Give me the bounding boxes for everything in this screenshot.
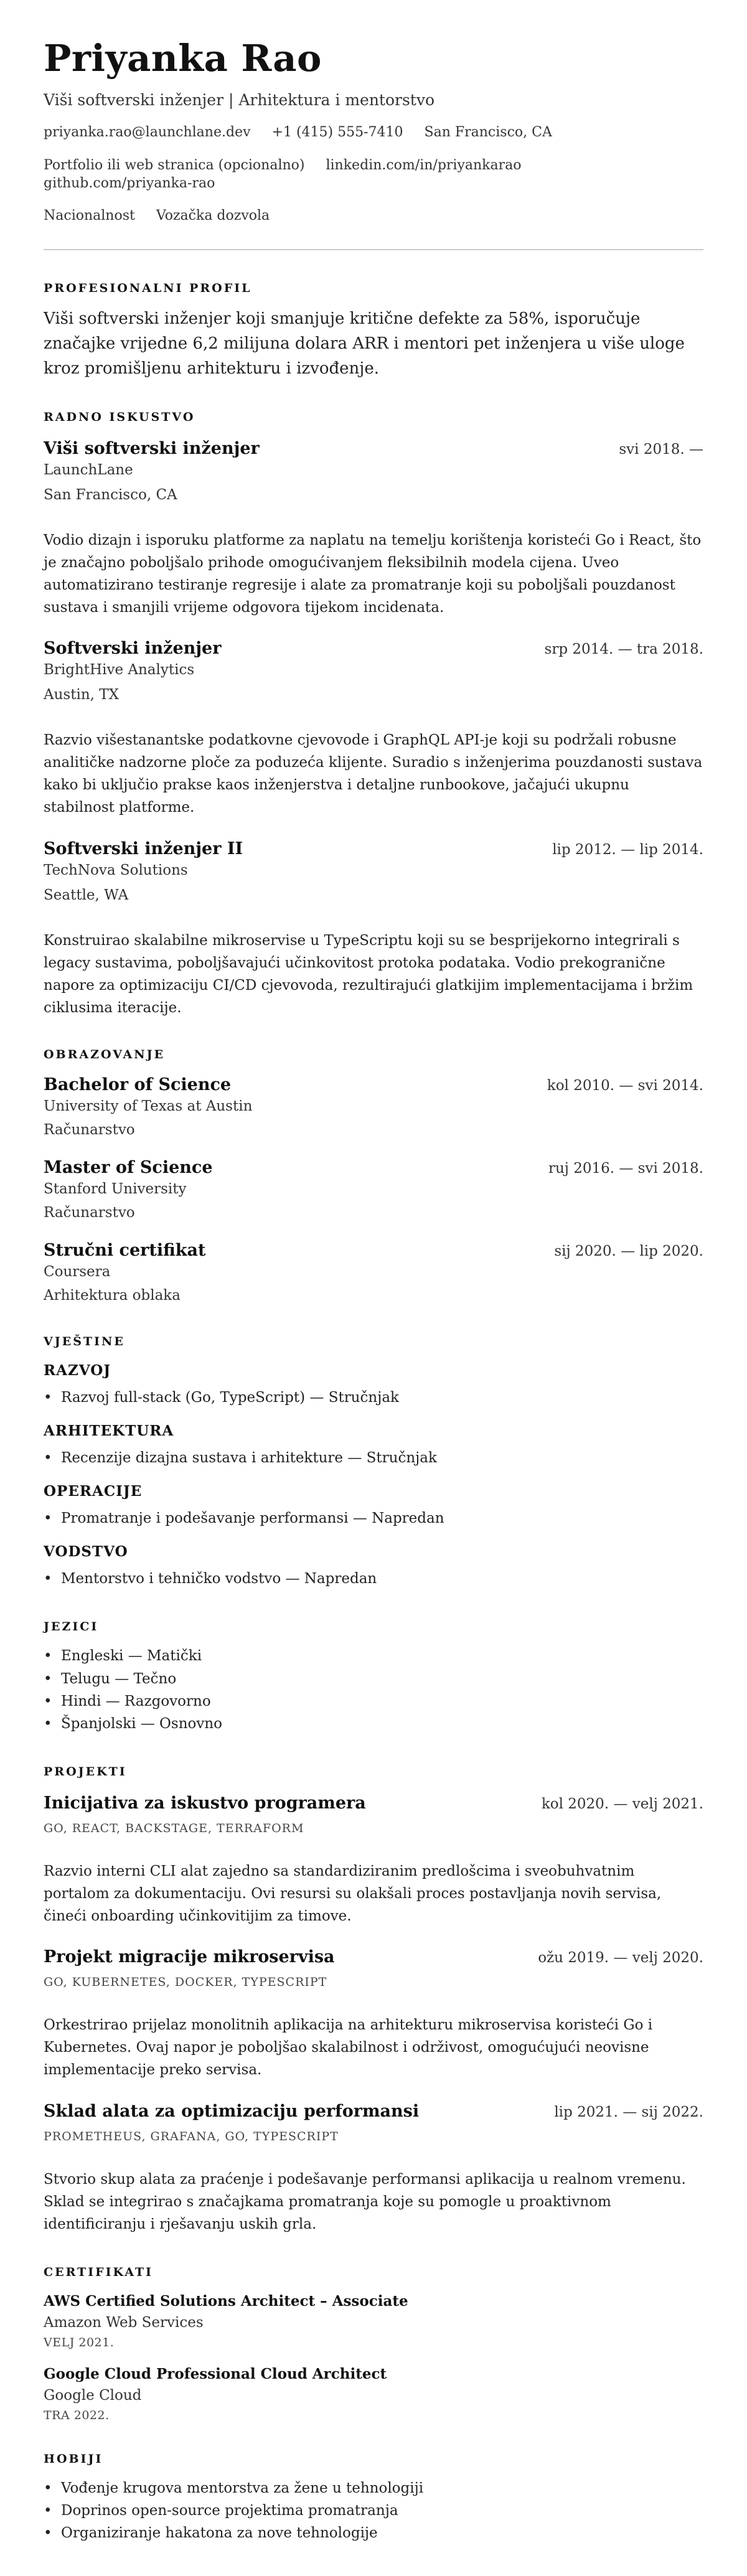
linkedin-link[interactable]: linkedin.com/in/priyankarao xyxy=(326,157,522,173)
skill-list xyxy=(44,1447,703,1469)
job-description: Razvio višestanantske podatkovne cjevovode i GraphQL API-je koji su podržali robusne analitičke nadzorne ploče za poduzeća klijente. Suradio s inženjerima pouzdanosti sustava kako bi uključio prakse kaos inženjerstva i detaljne runbookove, jačajući ukupnu stabilnost platforme. xyxy=(44,732,703,816)
language-item: • Engleski — Matički xyxy=(44,1645,703,1667)
job-title: Softverski inženjer II xyxy=(44,839,243,858)
summary-text: Viši softverski inženjer koji smanjuje kritične defekte za 58%, isporučuje značajke vrijedne 6,2 milijuna dolara ARR i mentori pet inženjera u više uloge kroz promišljenu arhitekturu i izvođenje. xyxy=(44,309,685,378)
certification-entry xyxy=(44,2293,703,2349)
job-location: Austin, TX xyxy=(44,687,119,703)
project-description: Stvorio skup alata za praćenje i podešavanje performansi aplikacija u realnom vremenu. Sklad se integrirao s značajkama promatranja koje su pomogle u proaktivnom identificiranju i rješavanju uskih grla. xyxy=(44,2171,686,2232)
degree-title: Stručni certifikat xyxy=(44,1240,206,1260)
contact-row xyxy=(44,124,703,142)
project-description: Razvio interni CLI alat zajedno sa standardiziranim predlošcima i sveobuhvatnim portalom za dokumentaciju. Ovi resursi su olakšali proces postavljanja novih servisa, čineći onboarding učinkovitijim za timove. xyxy=(44,1863,662,1925)
header-divider xyxy=(44,249,703,250)
skill-list xyxy=(44,1386,703,1409)
skill-group-title: OPERACIJE xyxy=(44,1483,143,1500)
candidate-name: Priyanka Rao xyxy=(44,37,322,80)
job-description: Vodio dizajn i isporuku platforme za naplatu na temelju korištenja koristeći Go i React, što je značajno poboljšalo prihode omogućivanjem fleksibilnih modela cijena. Uveo automatizirano testiranje regresije i alate za promatranje koji su poboljšali pouzdanost sustava i smanjili vrijeme odgovora tijekom incidenata. xyxy=(44,532,702,616)
certification-issuer: Google Cloud xyxy=(44,2387,142,2404)
skill-item: • Mentorstvo i tehničko vodstvo — Napredan xyxy=(44,1568,703,1590)
skill-group xyxy=(44,1362,703,1409)
summary-section xyxy=(44,281,703,382)
project-tech: GO, REACT, BACKSTAGE, TERRAFORM xyxy=(44,1821,304,1835)
skill-item: • Recenzije dizajna sustava i arhitekture — Stručnjak xyxy=(44,1447,703,1469)
license-text: Vozačka dozvola xyxy=(156,208,270,224)
summary-title: PROFESIONALNI PROFIL xyxy=(44,281,252,295)
experience-section xyxy=(44,410,703,1019)
skill-list xyxy=(44,1507,703,1530)
experience-entry xyxy=(44,839,703,1019)
job-description: Konstruirao skalabilne mikroservise u TypeScriptu koji su se besprijekorno integrirali s legacy sustavima, poboljšavajući učinkovitost protoka podataka. Vodio prekogranične napore za optimizaciju CI/CD cjevovoda, rezultirajući glatkijim implementacijama i bržim ciklusima iteracije. xyxy=(44,932,693,1016)
experience-title: RADNO ISKUSTVO xyxy=(44,410,195,424)
hobby-item: • Vođenje krugova mentorstva za žene u tehnologiji xyxy=(44,2477,703,2499)
project-date: kol 2020. — velj 2021. xyxy=(541,1795,703,1812)
field-of-study: Računarstvo xyxy=(44,1121,135,1138)
project-name: Projekt migracije mikroservisa xyxy=(44,1947,335,1967)
extra-info-row xyxy=(44,207,703,225)
certification-issuer: Amazon Web Services xyxy=(44,2314,204,2331)
project-date: ožu 2019. — velj 2020. xyxy=(538,1950,703,1967)
location-text: San Francisco, CA xyxy=(424,125,552,141)
language-list xyxy=(44,1645,703,1734)
project-description: Orkestrirao prijelaz monolitnih aplikacija na arhitekturu mikroservisa koristeći Go i Kubernetes. Ovaj napor je poboljšao skalabilnost i održivost, omogućujući neovisne implementacije preko servisa. xyxy=(44,2017,653,2079)
languages-title: JEZICI xyxy=(44,1620,99,1634)
nationality-text: Nacionalnost xyxy=(44,208,135,224)
certification-date: TRA 2022. xyxy=(44,2408,110,2422)
certification-date: VELJ 2021. xyxy=(44,2335,115,2349)
certifications-title: CERTIFIKATI xyxy=(44,2265,153,2279)
skill-group xyxy=(44,1422,703,1469)
job-date: srp 2014. — tra 2018. xyxy=(544,641,703,658)
job-title: Viši softverski inženjer xyxy=(44,438,260,458)
email-link[interactable]: priyanka.rao@launchlane.dev xyxy=(44,125,251,141)
certifications-section xyxy=(44,2265,703,2422)
skill-item: • Razvoj full-stack (Go, TypeScript) — Stručnjak xyxy=(44,1386,703,1409)
degree-title: Bachelor of Science xyxy=(44,1074,232,1094)
project-tech: PROMETHEUS, GRAFANA, GO, TYPESCRIPT xyxy=(44,2129,339,2143)
education-entry xyxy=(44,1075,703,1138)
job-location: Seattle, WA xyxy=(44,886,129,903)
school-name: Stanford University xyxy=(44,1180,187,1197)
experience-entry xyxy=(44,439,703,619)
hobby-item: • Organiziranje hakatona za nove tehnologije xyxy=(44,2522,703,2544)
skill-group xyxy=(44,1483,703,1530)
links-row xyxy=(44,157,703,192)
project-entry xyxy=(44,1793,703,1927)
certification-entry xyxy=(44,2366,703,2422)
education-title: OBRAZOVANJE xyxy=(44,1047,166,1061)
job-location: San Francisco, CA xyxy=(44,486,177,503)
project-entry xyxy=(44,1947,703,2081)
projects-section xyxy=(44,1765,703,2235)
job-date: lip 2012. — lip 2014. xyxy=(552,841,703,858)
project-date: lip 2021. — sij 2022. xyxy=(554,2104,703,2120)
skill-list xyxy=(44,1568,703,1590)
education-date: kol 2010. — svi 2014. xyxy=(547,1077,703,1094)
portfolio-link[interactable]: Portfolio ili web stranica (opcionalno) xyxy=(44,157,305,173)
language-item: • Hindi — Razgovorno xyxy=(44,1690,703,1713)
education-section xyxy=(44,1048,703,1304)
language-item: • Španjolski — Osnovno xyxy=(44,1713,703,1735)
education-date: ruj 2016. — svi 2018. xyxy=(548,1160,703,1177)
job-company: BrightHive Analytics xyxy=(44,662,195,679)
hobbies-section xyxy=(44,2452,703,2544)
education-entry xyxy=(44,1158,703,1221)
education-date: sij 2020. — lip 2020. xyxy=(554,1243,703,1259)
degree-title: Master of Science xyxy=(44,1157,213,1177)
github-link[interactable]: github.com/priyanka-rao xyxy=(44,175,215,191)
project-entry xyxy=(44,2102,703,2235)
hobbies-title: HOBIJI xyxy=(44,2451,103,2466)
skill-group-title: VODSTVO xyxy=(44,1543,128,1561)
school-name: University of Texas at Austin xyxy=(44,1098,253,1114)
hobby-item: • Doprinos open-source projektima promatranja xyxy=(44,2499,703,2522)
field-of-study: Arhitektura oblaka xyxy=(44,1287,181,1304)
skills-title: VJEŠTINE xyxy=(44,1334,125,1348)
languages-section xyxy=(44,1620,703,1734)
project-tech: GO, KUBERNETES, DOCKER, TYPESCRIPT xyxy=(44,1975,327,1990)
job-company: LaunchLane xyxy=(44,461,133,478)
project-name: Sklad alata za optimizaciju performansi xyxy=(44,2101,420,2121)
job-company: TechNova Solutions xyxy=(44,862,188,878)
skill-item: • Promatranje i podešavanje performansi — Napredan xyxy=(44,1507,703,1530)
language-item: • Telugu — Tečno xyxy=(44,1668,703,1690)
experience-entry xyxy=(44,639,703,819)
certification-name: Google Cloud Professional Cloud Architect xyxy=(44,2365,387,2382)
project-name: Inicijativa za iskustvo programera xyxy=(44,1793,366,1813)
skill-group-title: RAZVOJ xyxy=(44,1361,111,1379)
resume-header xyxy=(44,39,703,225)
education-entry xyxy=(44,1241,703,1304)
job-date: svi 2018. — xyxy=(619,441,703,458)
phone-link[interactable]: +1 (415) 555-7410 xyxy=(271,125,403,141)
skills-section xyxy=(44,1335,703,1590)
school-name: Coursera xyxy=(44,1263,111,1280)
hobby-list xyxy=(44,2477,703,2544)
job-title: Softverski inženjer xyxy=(44,639,222,659)
skill-group xyxy=(44,1543,703,1590)
skill-group-title: ARHITEKTURA xyxy=(44,1422,174,1440)
certification-name: AWS Certified Solutions Architect – Associate xyxy=(44,2292,408,2310)
projects-title: PROJEKTI xyxy=(44,1764,127,1779)
field-of-study: Računarstvo xyxy=(44,1204,135,1221)
headline: Viši softverski inženjer | Arhitektura i mentorstvo xyxy=(44,90,435,109)
